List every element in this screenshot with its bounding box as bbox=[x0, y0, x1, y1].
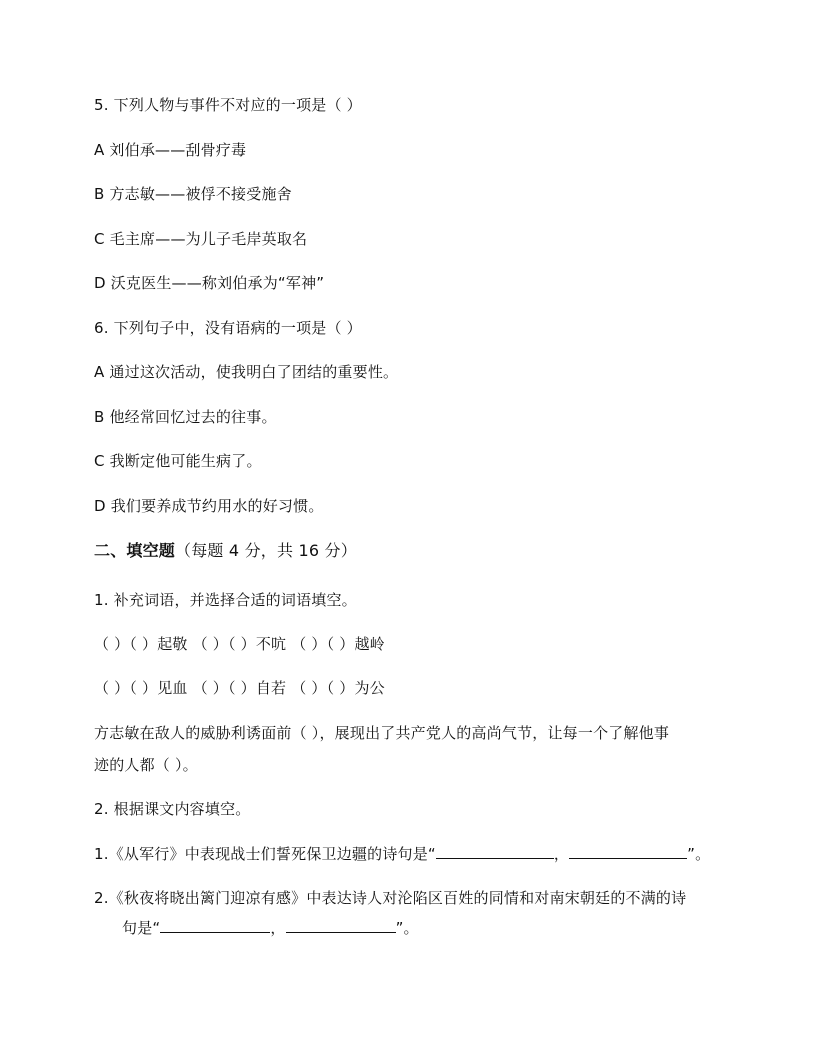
question-5-option-b: B 方志敏——被俘不接受施舍 bbox=[94, 185, 292, 203]
fill-2-item-1-suffix: ”。 bbox=[687, 845, 711, 863]
question-6-option-b: B 他经常回忆过去的往事。 bbox=[94, 408, 277, 426]
fill-2-item-1 bbox=[94, 844, 710, 864]
section-2-heading bbox=[94, 541, 357, 561]
answer-blank-4[interactable] bbox=[286, 918, 396, 933]
question-6-option-d: D 我们要养成节约用水的好习惯。 bbox=[94, 497, 324, 515]
question-6-option-c: C 我断定他可能生病了。 bbox=[94, 452, 262, 470]
fill-2-stem: 2. 根据课文内容填空。 bbox=[94, 800, 251, 818]
section-2-note: （每题 4 分，共 16 分） bbox=[175, 541, 357, 560]
question-5-option-d: D 沃克医生——称刘伯承为“军神” bbox=[94, 274, 325, 292]
fill-1-paragraph-line-2: 迹的人都（ ）。 bbox=[94, 756, 198, 774]
question-5-stem: 5. 下列人物与事件不对应的一项是（ ） bbox=[94, 96, 362, 114]
fill-2-item-2-prefix: 句是“ bbox=[122, 919, 161, 937]
answer-blank-3[interactable] bbox=[160, 918, 270, 933]
fill-1-word-row-1: （ ）（ ）起敬 （ ）（ ）不吭 （ ）（ ）越岭 bbox=[94, 635, 385, 653]
question-6-stem: 6. 下列句子中，没有语病的一项是（ ） bbox=[94, 319, 362, 337]
fill-2-item-2-line-2 bbox=[122, 918, 419, 938]
fill-2-item-2-separator: ， bbox=[270, 919, 286, 937]
answer-blank-1[interactable] bbox=[436, 844, 554, 859]
question-5-option-a: A 刘伯承——刮骨疗毒 bbox=[94, 141, 247, 159]
fill-2-item-2-suffix: ”。 bbox=[395, 919, 419, 937]
fill-1-paragraph-line-1: 方志敏在敌人的威胁利诱面前（ ），展现出了共产党人的高尚气节，让每一个了解他事 bbox=[94, 724, 670, 742]
fill-1-stem: 1. 补充词语，并选择合适的词语填空。 bbox=[94, 591, 357, 609]
section-2-title: 二、填空题 bbox=[94, 541, 176, 560]
answer-blank-2[interactable] bbox=[569, 844, 687, 859]
fill-1-word-row-2: （ ）（ ）见血 （ ）（ ）自若 （ ）（ ）为公 bbox=[94, 679, 385, 697]
question-5-option-c: C 毛主席——为儿子毛岸英取名 bbox=[94, 230, 308, 248]
fill-2-item-1-prefix: 1.《从军行》中表现战士们誓死保卫边疆的诗句是“ bbox=[94, 845, 436, 863]
question-6-option-a: A 通过这次活动，使我明白了团结的重要性。 bbox=[94, 363, 399, 381]
fill-2-item-1-separator: ， bbox=[553, 845, 570, 863]
fill-2-item-2-line-1: 2.《秋夜将晓出篱门迎凉有感》中表达诗人对沦陷区百姓的同情和对南宋朝廷的不满的诗 bbox=[94, 889, 687, 907]
